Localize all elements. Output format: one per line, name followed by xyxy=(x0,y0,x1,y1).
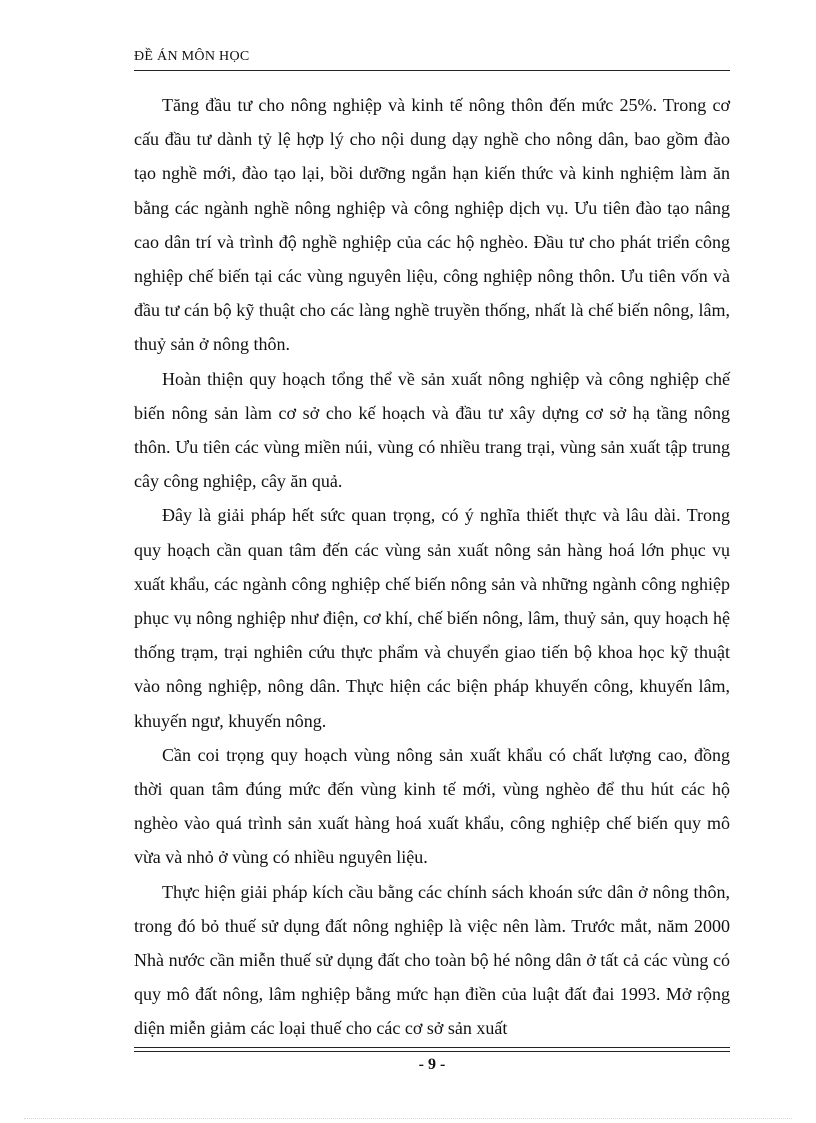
paragraph: Hoàn thiện quy hoạch tổng thể về sản xuất nông nghiệp và công nghiệp chế biến nông sản làm cơ sở cho kế hoạch và đầu tư xây dựng cơ sở hạ tầng nông thôn. Ưu tiên các vùng miền núi, vùng có nhiều trang trại, vùng sản xuất tập trung cây công nghiệp, cây ăn quả. xyxy=(134,368,730,492)
document-body xyxy=(134,88,730,1046)
page-boundary xyxy=(24,1118,792,1119)
header-divider xyxy=(134,70,730,71)
page-header-title: ĐỀ ÁN MÔN HỌC xyxy=(134,49,250,64)
paragraph: Cần coi trọng quy hoạch vùng nông sản xuất khẩu có chất lượng cao, đồng thời quan tâm đúng mức đến vùng kinh tế mới, vùng nghèo để thu hút các hộ nghèo vào quá trình sản xuất hàng hoá xuất khẩu, công nghiệp chế biến quy mô vừa và nhỏ ở vùng có nhiều nguyên liệu. xyxy=(134,744,730,868)
paragraph: Tăng đầu tư cho nông nghiệp và kinh tế nông thôn đến mức 25%. Trong cơ cấu đầu tư dành tỷ lệ hợp lý cho nội dung dạy nghề cho nông dân, bao gồm đào tạo nghề mới, đào tạo lại, bồi dưỡng ngắn hạn kiến thức và kinh nghiệm làm ăn bằng các ngành nghề nông nghiệp và công nghiệp dịch vụ. Ưu tiên đào tạo nâng cao dân trí và trình độ nghề nghiệp của các hộ nghèo. Đầu tư cho phát triển công nghiệp chế biến tại các vùng nguyên liệu, công nghiệp nông thôn. Ưu tiên vốn và đầu tư cán bộ kỹ thuật cho các làng nghề truyền thống, nhất là chế biến nông, lâm, thuỷ sản ở nông thôn. xyxy=(134,95,730,355)
paragraph: Thực hiện giải pháp kích cầu bằng các chính sách khoán sức dân ở nông thôn, trong đó bỏ thuế sử dụng đất nông nghiệp là việc nên làm. Trước mắt, năm 2000 Nhà nước cần miễn thuế sử dụng đất cho toàn bộ hé nông dân ở tất cả các vùng có quy mô đất nông, lâm nghiệp bằng mức hạn điền của luật đất đai 1993. Mở rộng diện miễn giảm các loại thuế cho các cơ sở sản xuất xyxy=(134,881,730,1039)
paragraph: Đây là giải pháp hết sức quan trọng, có ý nghĩa thiết thực và lâu dài. Trong quy hoạch cần quan tâm đến các vùng sản xuất nông sản hàng hoá lớn phục vụ xuất khẩu, các ngành công nghiệp chế biến nông sản và những ngành công nghiệp phục vụ nông nghiệp như điện, cơ khí, chế biến nông, lâm, thuỷ sản, quy hoạch hệ thống trạm, trại nghiên cứu thực phẩm và chuyển giao tiến bộ khoa học kỹ thuật vào nông nghiệp, nông dân. Thực hiện các biện pháp khuyến công, khuyến lâm, khuyến ngư, khuyến nông. xyxy=(134,505,730,731)
page-number: - 9 - xyxy=(418,1056,446,1073)
footer-divider xyxy=(134,1047,730,1052)
